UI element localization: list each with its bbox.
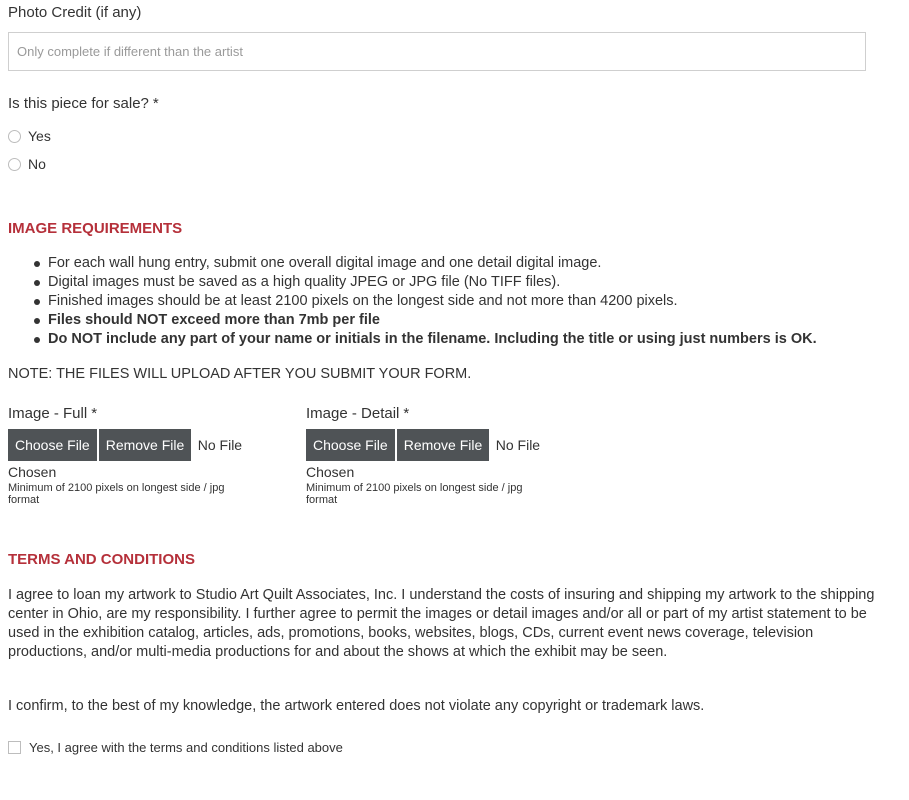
agree-terms-row[interactable] <box>8 740 343 755</box>
agree-terms-checkbox[interactable] <box>8 741 21 754</box>
required-mark: * <box>403 405 410 422</box>
for-sale-option-no[interactable] <box>8 156 46 172</box>
file-controls <box>306 429 566 461</box>
agree-terms-label: Yes, I agree with the terms and conditions listed above <box>29 740 343 755</box>
image-requirements-heading: IMAGE REQUIREMENTS <box>8 220 183 237</box>
image-requirements-list <box>33 254 817 349</box>
upload-note: NOTE: THE FILES WILL UPLOAD AFTER YOU SUBMIT YOUR FORM. <box>8 366 472 382</box>
radio-yes[interactable] <box>8 130 21 143</box>
upload-image-detail <box>306 405 566 506</box>
required-mark: * <box>152 95 159 112</box>
list-item: Files should NOT exceed more than 7mb per file <box>33 311 817 330</box>
required-mark: * <box>91 405 98 422</box>
upload-hint: Minimum of 2100 pixels on longest side / jpg format <box>8 482 225 506</box>
remove-file-button[interactable]: Remove File <box>397 429 490 461</box>
terms-heading: TERMS AND CONDITIONS <box>8 551 195 568</box>
list-item: Do NOT include any part of your name or initials in the filename. Including the title or using just numbers is OK. <box>33 330 817 349</box>
for-sale-option-yes[interactable] <box>8 128 51 144</box>
list-item: Finished images should be at least 2100 pixels on the longest side and not more than 4200 pixels. <box>33 292 817 311</box>
photo-credit-input[interactable] <box>8 32 866 71</box>
file-status: No File <box>495 437 541 453</box>
list-item: Digital images must be saved as a high quality JPEG or JPG file (No TIFF files). <box>33 273 817 292</box>
for-sale-label <box>8 95 159 112</box>
file-status-continued: Chosen <box>8 464 57 480</box>
file-status: No File <box>197 437 243 453</box>
image-full-label-text: Image - Full <box>8 405 88 422</box>
remove-file-button[interactable]: Remove File <box>99 429 192 461</box>
choose-file-button[interactable]: Choose File <box>306 429 395 461</box>
file-status-continued: Chosen <box>306 464 355 480</box>
upload-image-full <box>8 405 268 506</box>
upload-hint: Minimum of 2100 pixels on longest side / jpg format <box>306 482 523 506</box>
file-controls <box>8 429 268 461</box>
choose-file-button[interactable]: Choose File <box>8 429 97 461</box>
image-full-label <box>8 405 268 422</box>
radio-no[interactable] <box>8 158 21 171</box>
list-item: For each wall hung entry, submit one overall digital image and one detail digital image. <box>33 254 817 273</box>
copyright-paragraph: I confirm, to the best of my knowledge, the artwork entered does not violate any copyright or trademark laws. <box>8 698 705 714</box>
for-sale-label-text: Is this piece for sale? <box>8 95 149 112</box>
image-detail-label <box>306 405 566 422</box>
radio-yes-label: Yes <box>28 128 51 144</box>
image-detail-label-text: Image - Detail <box>306 405 400 422</box>
photo-credit-label: Photo Credit (if any) <box>8 4 142 21</box>
terms-paragraph: I agree to loan my artwork to Studio Art Quilt Associates, Inc. I understand the costs of insuring and shipping my artwork to the shipping center in Ohio, are my responsibility. I further agree to permit the images or detail images and/or all or part of my artist statement to be used in the exhibition catalog, articles, ads, promotions, books, websites, blogs, CDs, current event news coverage, television productions, and/or multi-media productions for and about the shows at which the exhibit may be seen. <box>8 587 875 660</box>
radio-no-label: No <box>28 156 46 172</box>
